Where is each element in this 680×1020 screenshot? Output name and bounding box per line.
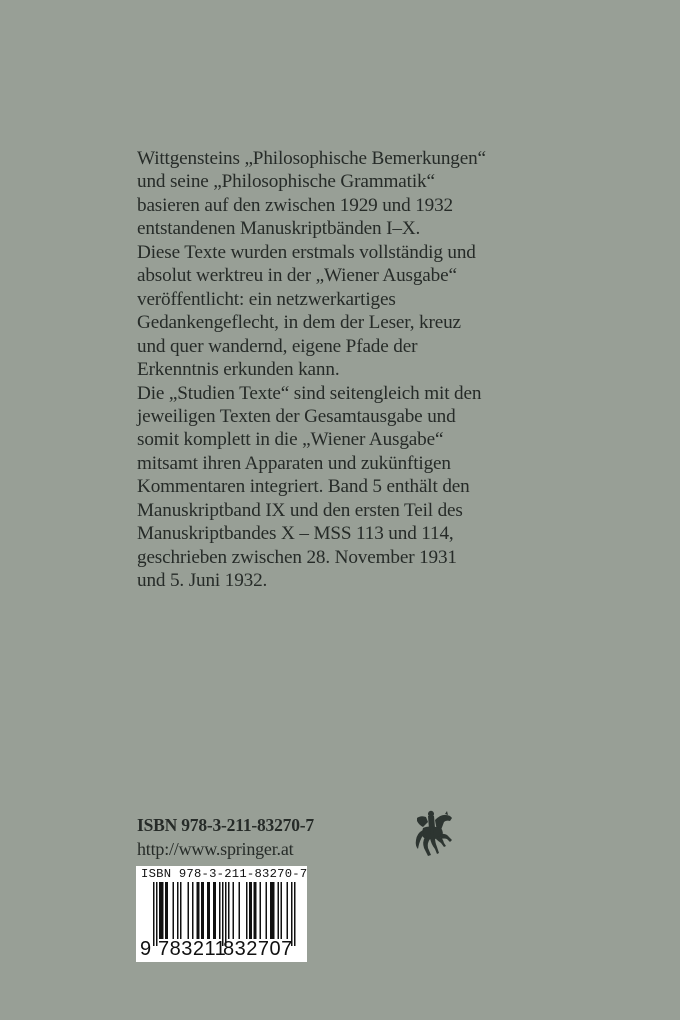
blurb-line: entstandenen Manuskriptbänden I–X. (137, 218, 421, 240)
blurb-line: jeweiligen Texten der Gesamtausgabe und (137, 405, 456, 427)
blurb-line: Manuskriptband IX und den ersten Teil des (137, 499, 463, 521)
barcode-isbn-label: ISBN 978-3-211-83270-7 (141, 867, 308, 881)
blurb-line: und quer wandernd, eigene Pfade der (137, 335, 418, 357)
blurb-line: Diese Texte wurden erstmals vollständig und (137, 241, 476, 263)
blurb-line: Kommentaren integriert. Band 5 enthält den (137, 476, 470, 498)
blurb-line: mitsamt ihren Apparaten und zukünftigen (137, 452, 451, 474)
blurb-text (137, 147, 557, 593)
barcode-digits-left: 783211 (158, 938, 227, 960)
isbn-label: ISBN 978-3-211-83270-7 (137, 815, 314, 835)
blurb-line: absolut werktreu in der „Wiener Ausgabe“ (137, 265, 457, 287)
blurb-line: Manuskriptbandes X – MSS 113 und 114, (137, 523, 454, 545)
publisher-url: http://www.springer.at (137, 839, 294, 859)
blurb-line: und seine „Philosophische Grammatik“ (137, 171, 435, 193)
springer-horse-rider-icon (411, 808, 457, 860)
blurb-line: geschrieben zwischen 28. November 1931 (137, 546, 457, 568)
blurb-line: Erkenntnis erkunden kann. (137, 359, 340, 381)
blurb-line: Die „Studien Texte“ sind seitengleich mit den (137, 382, 482, 404)
barcode-digits-right: 832707 (223, 938, 293, 960)
barcode-digit-first: 9 (140, 938, 152, 960)
blurb-line: und 5. Juni 1932. (137, 570, 268, 592)
blurb-line: Wittgensteins „Philosophische Bemerkungen“ (137, 148, 486, 169)
blurb-line: veröffentlicht: ein netzwerkartiges (137, 288, 396, 310)
blurb-line: basieren auf den zwischen 1929 und 1932 (137, 194, 453, 216)
blurb-line: Gedankengeflecht, in dem der Leser, kreuz (137, 312, 461, 334)
isbn-barcode (136, 866, 307, 962)
blurb-line: somit komplett in die „Wiener Ausgabe“ (137, 429, 444, 451)
